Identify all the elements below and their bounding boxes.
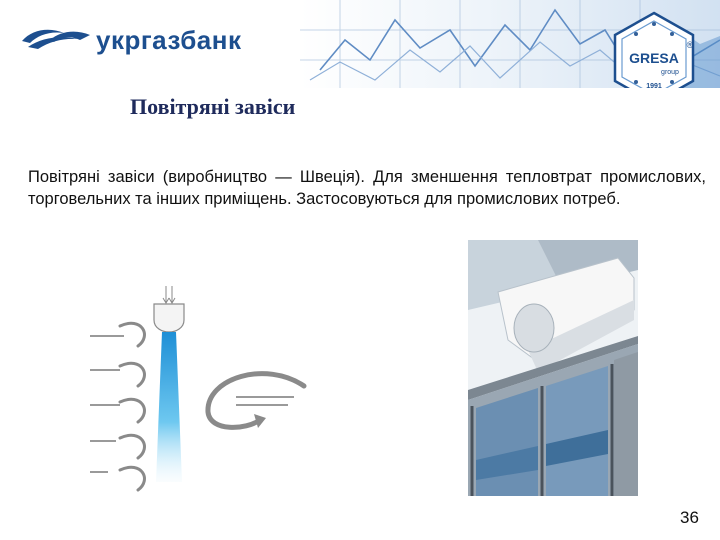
return-air-arrows-icon <box>120 323 144 490</box>
gresa-registered-mark: ® <box>686 40 694 50</box>
gresa-year: 1991 <box>646 83 662 90</box>
uk-gas-bank-swoosh-icon <box>20 25 94 55</box>
air-curtain-diagram <box>76 282 316 500</box>
bank-logo <box>20 22 241 58</box>
header-banner <box>0 0 720 88</box>
page-number: 36 <box>680 508 699 527</box>
gresa-name: GRESA <box>629 50 679 66</box>
air-curtain-unit-icon <box>154 304 184 332</box>
air-intake-arrows-icon <box>163 286 175 303</box>
airflow-jet <box>156 332 182 482</box>
bank-name: укргазбанк <box>96 24 242 55</box>
slide-title: Повітряні завіси <box>130 94 296 119</box>
air-curtain-photo <box>468 240 638 496</box>
slide-body-text: Повітряні завіси (виробництво — Швеція). Для зменшення тепловтрат промислових, торговельних та інших приміщень. Застосовуються для промислових потреб. <box>28 168 706 208</box>
gresa-hexagon-logo-icon <box>606 10 702 88</box>
gresa-sub: group <box>661 69 679 76</box>
